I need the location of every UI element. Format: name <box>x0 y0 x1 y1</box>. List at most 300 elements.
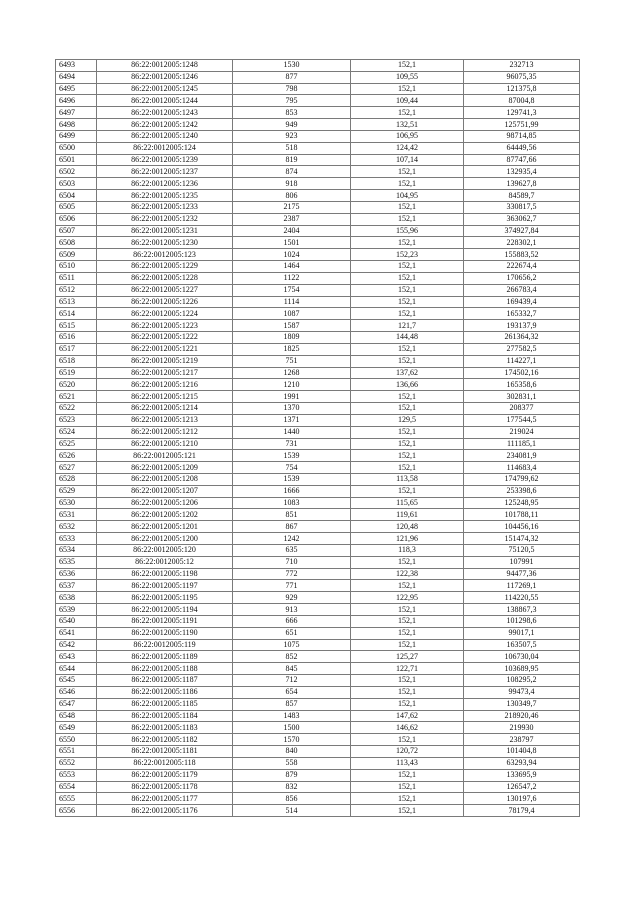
area-cell: 751 <box>233 355 351 367</box>
area-cell: 1075 <box>233 639 351 651</box>
table-row <box>56 130 580 142</box>
table-row <box>56 651 580 663</box>
rate-cell: 107,14 <box>351 154 464 166</box>
rate-cell: 118,3 <box>351 544 464 556</box>
value-cell: 98714,85 <box>464 130 580 142</box>
row-number-cell: 6523 <box>56 414 97 426</box>
rate-cell: 152,1 <box>351 343 464 355</box>
value-cell: 78179,4 <box>464 805 580 817</box>
area-cell: 845 <box>233 663 351 675</box>
row-number-cell: 6501 <box>56 154 97 166</box>
value-cell: 101404,8 <box>464 746 580 758</box>
cadastral-number-cell: 86:22:0012005:1223 <box>97 320 233 332</box>
value-cell: 64449,56 <box>464 142 580 154</box>
value-cell: 193137,9 <box>464 320 580 332</box>
value-cell: 222674,4 <box>464 261 580 273</box>
area-cell: 852 <box>233 651 351 663</box>
table-row <box>56 379 580 391</box>
area-cell: 1539 <box>233 473 351 485</box>
rate-cell: 136,66 <box>351 379 464 391</box>
cadastral-number-cell: 86:22:0012005:1243 <box>97 107 233 119</box>
area-cell: 1087 <box>233 308 351 320</box>
area-cell: 1539 <box>233 450 351 462</box>
cadastral-number-cell: 86:22:0012005:1248 <box>97 60 233 72</box>
cadastral-number-cell: 86:22:0012005:1187 <box>97 675 233 687</box>
table-row <box>56 639 580 651</box>
rate-cell: 152,1 <box>351 675 464 687</box>
table-row <box>56 213 580 225</box>
cadastral-number-cell: 86:22:0012005:1227 <box>97 284 233 296</box>
table-row <box>56 556 580 568</box>
rate-cell: 152,1 <box>351 438 464 450</box>
cadastral-number-cell: 86:22:0012005:1246 <box>97 71 233 83</box>
table-row <box>56 343 580 355</box>
row-number-cell: 6505 <box>56 201 97 213</box>
value-cell: 302831,1 <box>464 391 580 403</box>
row-number-cell: 6550 <box>56 734 97 746</box>
row-number-cell: 6520 <box>56 379 97 391</box>
rate-cell: 152,1 <box>351 639 464 651</box>
cadastral-number-cell: 86:22:0012005:1217 <box>97 367 233 379</box>
cadastral-number-cell: 86:22:0012005:1212 <box>97 426 233 438</box>
value-cell: 87004,8 <box>464 95 580 107</box>
rate-cell: 152,1 <box>351 450 464 462</box>
row-number-cell: 6506 <box>56 213 97 225</box>
rate-cell: 125,27 <box>351 651 464 663</box>
rate-cell: 152,1 <box>351 166 464 178</box>
row-number-cell: 6503 <box>56 178 97 190</box>
cadastral-number-cell: 86:22:0012005:1240 <box>97 130 233 142</box>
cadastral-number-cell: 86:22:0012005:1222 <box>97 332 233 344</box>
table-row <box>56 769 580 781</box>
area-cell: 923 <box>233 130 351 142</box>
cadastral-number-cell: 86:22:0012005:124 <box>97 142 233 154</box>
rate-cell: 132,51 <box>351 119 464 131</box>
value-cell: 99473,4 <box>464 686 580 698</box>
table-row <box>56 485 580 497</box>
table-row <box>56 83 580 95</box>
row-number-cell: 6546 <box>56 686 97 698</box>
area-cell: 1991 <box>233 391 351 403</box>
rate-cell: 152,1 <box>351 615 464 627</box>
value-cell: 121375,8 <box>464 83 580 95</box>
row-number-cell: 6538 <box>56 592 97 604</box>
value-cell: 126547,2 <box>464 781 580 793</box>
value-cell: 75120,5 <box>464 544 580 556</box>
cadastral-number-cell: 86:22:0012005:1210 <box>97 438 233 450</box>
rate-cell: 152,1 <box>351 769 464 781</box>
value-cell: 101788,11 <box>464 509 580 521</box>
table-row <box>56 320 580 332</box>
table-body <box>56 60 580 817</box>
row-number-cell: 6536 <box>56 568 97 580</box>
row-number-cell: 6515 <box>56 320 97 332</box>
rate-cell: 120,72 <box>351 746 464 758</box>
cadastral-number-cell: 86:22:0012005:120 <box>97 544 233 556</box>
rate-cell: 121,7 <box>351 320 464 332</box>
row-number-cell: 6497 <box>56 107 97 119</box>
row-number-cell: 6553 <box>56 769 97 781</box>
row-number-cell: 6493 <box>56 60 97 72</box>
rate-cell: 146,62 <box>351 722 464 734</box>
row-number-cell: 6525 <box>56 438 97 450</box>
value-cell: 132935,4 <box>464 166 580 178</box>
cadastral-number-cell: 86:22:0012005:1228 <box>97 272 233 284</box>
area-cell: 853 <box>233 107 351 119</box>
cadastral-number-cell: 86:22:0012005:1191 <box>97 615 233 627</box>
table-row <box>56 663 580 675</box>
area-cell: 731 <box>233 438 351 450</box>
cadastral-number-cell: 86:22:0012005:1221 <box>97 343 233 355</box>
rate-cell: 152,1 <box>351 686 464 698</box>
row-number-cell: 6544 <box>56 663 97 675</box>
cadastral-number-cell: 86:22:0012005:1207 <box>97 485 233 497</box>
area-cell: 918 <box>233 178 351 190</box>
value-cell: 107991 <box>464 556 580 568</box>
rate-cell: 152,1 <box>351 60 464 72</box>
value-cell: 238797 <box>464 734 580 746</box>
rate-cell: 152,1 <box>351 403 464 415</box>
cadastral-number-cell: 86:22:0012005:1245 <box>97 83 233 95</box>
cadastral-number-cell: 86:22:0012005:1201 <box>97 521 233 533</box>
table-row <box>56 237 580 249</box>
value-cell: 129741,3 <box>464 107 580 119</box>
value-cell: 130197,6 <box>464 793 580 805</box>
table-row <box>56 142 580 154</box>
rate-cell: 152,1 <box>351 734 464 746</box>
area-cell: 913 <box>233 604 351 616</box>
rate-cell: 152,1 <box>351 781 464 793</box>
table-row <box>56 284 580 296</box>
value-cell: 228302,1 <box>464 237 580 249</box>
rate-cell: 137,62 <box>351 367 464 379</box>
value-cell: 277582,5 <box>464 343 580 355</box>
rate-cell: 152,1 <box>351 178 464 190</box>
area-cell: 1464 <box>233 261 351 273</box>
cadastral-number-cell: 86:22:0012005:1189 <box>97 651 233 663</box>
rate-cell: 109,55 <box>351 71 464 83</box>
row-number-cell: 6542 <box>56 639 97 651</box>
row-number-cell: 6526 <box>56 450 97 462</box>
row-number-cell: 6554 <box>56 781 97 793</box>
area-cell: 795 <box>233 95 351 107</box>
cadastral-number-cell: 86:22:0012005:1197 <box>97 580 233 592</box>
rate-cell: 152,1 <box>351 201 464 213</box>
area-cell: 514 <box>233 805 351 817</box>
row-number-cell: 6527 <box>56 462 97 474</box>
cadastral-number-cell: 86:22:0012005:1209 <box>97 462 233 474</box>
value-cell: 114220,55 <box>464 592 580 604</box>
row-number-cell: 6494 <box>56 71 97 83</box>
value-cell: 84589,7 <box>464 190 580 202</box>
area-cell: 840 <box>233 746 351 758</box>
rate-cell: 152,1 <box>351 213 464 225</box>
area-cell: 772 <box>233 568 351 580</box>
row-number-cell: 6531 <box>56 509 97 521</box>
cadastral-number-cell: 86:22:0012005:1181 <box>97 746 233 758</box>
area-cell: 1570 <box>233 734 351 746</box>
area-cell: 832 <box>233 781 351 793</box>
cadastral-number-cell: 86:22:0012005:1230 <box>97 237 233 249</box>
rate-cell: 121,96 <box>351 533 464 545</box>
table-row <box>56 604 580 616</box>
row-number-cell: 6541 <box>56 627 97 639</box>
table-row <box>56 793 580 805</box>
row-number-cell: 6514 <box>56 308 97 320</box>
rate-cell: 152,23 <box>351 249 464 261</box>
value-cell: 174502,16 <box>464 367 580 379</box>
row-number-cell: 6510 <box>56 261 97 273</box>
value-cell: 163507,5 <box>464 639 580 651</box>
cadastral-number-cell: 86:22:0012005:1182 <box>97 734 233 746</box>
row-number-cell: 6540 <box>56 615 97 627</box>
rate-cell: 104,95 <box>351 190 464 202</box>
table-row <box>56 675 580 687</box>
value-cell: 138867,3 <box>464 604 580 616</box>
row-number-cell: 6528 <box>56 473 97 485</box>
value-cell: 94477,36 <box>464 568 580 580</box>
table-row <box>56 462 580 474</box>
row-number-cell: 6499 <box>56 130 97 142</box>
row-number-cell: 6537 <box>56 580 97 592</box>
table-row <box>56 533 580 545</box>
cadastral-number-cell: 86:22:0012005:1224 <box>97 308 233 320</box>
value-cell: 253398,6 <box>464 485 580 497</box>
rate-cell: 122,71 <box>351 663 464 675</box>
table-row <box>56 698 580 710</box>
row-number-cell: 6545 <box>56 675 97 687</box>
table-row <box>56 71 580 83</box>
rate-cell: 152,1 <box>351 805 464 817</box>
value-cell: 111185,1 <box>464 438 580 450</box>
area-cell: 929 <box>233 592 351 604</box>
area-cell: 1754 <box>233 284 351 296</box>
value-cell: 63293,94 <box>464 757 580 769</box>
table-row <box>56 568 580 580</box>
cadastral-number-cell: 86:22:0012005:1185 <box>97 698 233 710</box>
row-number-cell: 6533 <box>56 533 97 545</box>
rate-cell: 152,1 <box>351 308 464 320</box>
cadastral-number-cell: 86:22:0012005:1186 <box>97 686 233 698</box>
value-cell: 151474,32 <box>464 533 580 545</box>
rate-cell: 115,65 <box>351 497 464 509</box>
row-number-cell: 6529 <box>56 485 97 497</box>
table-row <box>56 166 580 178</box>
area-cell: 1440 <box>233 426 351 438</box>
table-row <box>56 225 580 237</box>
table-row <box>56 332 580 344</box>
rate-cell: 152,1 <box>351 284 464 296</box>
area-cell: 879 <box>233 769 351 781</box>
area-cell: 1242 <box>233 533 351 545</box>
cadastral-number-cell: 86:22:0012005:119 <box>97 639 233 651</box>
table-row <box>56 249 580 261</box>
area-cell: 857 <box>233 698 351 710</box>
cadastral-number-cell: 86:22:0012005:1202 <box>97 509 233 521</box>
cadastral-number-cell: 86:22:0012005:1239 <box>97 154 233 166</box>
row-number-cell: 6504 <box>56 190 97 202</box>
value-cell: 208377 <box>464 403 580 415</box>
area-cell: 819 <box>233 154 351 166</box>
table-row <box>56 781 580 793</box>
table-row <box>56 615 580 627</box>
table-row <box>56 154 580 166</box>
cadastral-number-cell: 86:22:0012005:1236 <box>97 178 233 190</box>
value-cell: 139627,8 <box>464 178 580 190</box>
cadastral-number-cell: 86:22:0012005:1215 <box>97 391 233 403</box>
value-cell: 101298,6 <box>464 615 580 627</box>
cadastral-number-cell: 86:22:0012005:1177 <box>97 793 233 805</box>
area-cell: 1587 <box>233 320 351 332</box>
area-cell: 1210 <box>233 379 351 391</box>
row-number-cell: 6551 <box>56 746 97 758</box>
row-number-cell: 6516 <box>56 332 97 344</box>
table-row <box>56 438 580 450</box>
area-cell: 754 <box>233 462 351 474</box>
table-row <box>56 627 580 639</box>
cadastral-number-cell: 86:22:0012005:1195 <box>97 592 233 604</box>
value-cell: 165332,7 <box>464 308 580 320</box>
area-cell: 666 <box>233 615 351 627</box>
value-cell: 125751,99 <box>464 119 580 131</box>
table-row <box>56 119 580 131</box>
row-number-cell: 6534 <box>56 544 97 556</box>
value-cell: 96075,35 <box>464 71 580 83</box>
area-cell: 1530 <box>233 60 351 72</box>
area-cell: 558 <box>233 757 351 769</box>
row-number-cell: 6530 <box>56 497 97 509</box>
rate-cell: 152,1 <box>351 237 464 249</box>
value-cell: 165358,6 <box>464 379 580 391</box>
table-row <box>56 710 580 722</box>
cadastral-number-cell: 86:22:0012005:1200 <box>97 533 233 545</box>
table-row <box>56 391 580 403</box>
table-row <box>56 746 580 758</box>
table-row <box>56 544 580 556</box>
area-cell: 1114 <box>233 296 351 308</box>
table-row <box>56 686 580 698</box>
value-cell: 106730,04 <box>464 651 580 663</box>
cadastral-number-cell: 86:22:0012005:1208 <box>97 473 233 485</box>
row-number-cell: 6552 <box>56 757 97 769</box>
value-cell: 261364,32 <box>464 332 580 344</box>
rate-cell: 152,1 <box>351 355 464 367</box>
rate-cell: 152,1 <box>351 698 464 710</box>
cadastral-number-cell: 86:22:0012005:1231 <box>97 225 233 237</box>
rate-cell: 152,1 <box>351 793 464 805</box>
row-number-cell: 6543 <box>56 651 97 663</box>
value-cell: 174799,62 <box>464 473 580 485</box>
table-row <box>56 178 580 190</box>
rate-cell: 152,1 <box>351 485 464 497</box>
value-cell: 108295,2 <box>464 675 580 687</box>
rate-cell: 120,48 <box>351 521 464 533</box>
rate-cell: 152,1 <box>351 272 464 284</box>
area-cell: 771 <box>233 580 351 592</box>
rate-cell: 122,95 <box>351 592 464 604</box>
value-cell: 266783,4 <box>464 284 580 296</box>
cadastral-number-cell: 86:22:0012005:1183 <box>97 722 233 734</box>
table-row <box>56 450 580 462</box>
cadastral-number-cell: 86:22:0012005:1190 <box>97 627 233 639</box>
cadastral-number-cell: 86:22:0012005:118 <box>97 757 233 769</box>
row-number-cell: 6555 <box>56 793 97 805</box>
table-row <box>56 272 580 284</box>
row-number-cell: 6511 <box>56 272 97 284</box>
cadastral-number-cell: 86:22:0012005:1188 <box>97 663 233 675</box>
value-cell: 218920,46 <box>464 710 580 722</box>
value-cell: 234081,9 <box>464 450 580 462</box>
area-cell: 1024 <box>233 249 351 261</box>
table-row <box>56 201 580 213</box>
value-cell: 169439,4 <box>464 296 580 308</box>
area-cell: 867 <box>233 521 351 533</box>
value-cell: 363062,7 <box>464 213 580 225</box>
table-row <box>56 95 580 107</box>
row-number-cell: 6507 <box>56 225 97 237</box>
area-cell: 1268 <box>233 367 351 379</box>
row-number-cell: 6500 <box>56 142 97 154</box>
value-cell: 99017,1 <box>464 627 580 639</box>
row-number-cell: 6535 <box>56 556 97 568</box>
area-cell: 1370 <box>233 403 351 415</box>
row-number-cell: 6513 <box>56 296 97 308</box>
rate-cell: 152,1 <box>351 391 464 403</box>
cadastral-number-cell: 86:22:0012005:1232 <box>97 213 233 225</box>
table-row <box>56 190 580 202</box>
cadastral-number-cell: 86:22:0012005:1214 <box>97 403 233 415</box>
area-cell: 2175 <box>233 201 351 213</box>
rate-cell: 113,58 <box>351 473 464 485</box>
area-cell: 806 <box>233 190 351 202</box>
cadastral-number-cell: 86:22:0012005:1237 <box>97 166 233 178</box>
table-row <box>56 367 580 379</box>
row-number-cell: 6547 <box>56 698 97 710</box>
cadastral-number-cell: 86:22:0012005:1233 <box>97 201 233 213</box>
table-row <box>56 521 580 533</box>
area-cell: 851 <box>233 509 351 521</box>
row-number-cell: 6512 <box>56 284 97 296</box>
cadastral-number-cell: 86:22:0012005:12 <box>97 556 233 568</box>
table-row <box>56 403 580 415</box>
row-number-cell: 6556 <box>56 805 97 817</box>
row-number-cell: 6495 <box>56 83 97 95</box>
rate-cell: 106,95 <box>351 130 464 142</box>
row-number-cell: 6509 <box>56 249 97 261</box>
row-number-cell: 6532 <box>56 521 97 533</box>
area-cell: 2387 <box>233 213 351 225</box>
table-row <box>56 734 580 746</box>
value-cell: 104456,16 <box>464 521 580 533</box>
row-number-cell: 6521 <box>56 391 97 403</box>
cadastral-number-cell: 86:22:0012005:1179 <box>97 769 233 781</box>
table-row <box>56 592 580 604</box>
row-number-cell: 6508 <box>56 237 97 249</box>
value-cell: 117269,1 <box>464 580 580 592</box>
cadastral-number-cell: 86:22:0012005:1178 <box>97 781 233 793</box>
table-row <box>56 308 580 320</box>
cadastral-number-cell: 86:22:0012005:1206 <box>97 497 233 509</box>
rate-cell: 144,48 <box>351 332 464 344</box>
area-cell: 1825 <box>233 343 351 355</box>
cadastral-number-cell: 86:22:0012005:1184 <box>97 710 233 722</box>
cadastral-number-cell: 86:22:0012005:123 <box>97 249 233 261</box>
table-row <box>56 60 580 72</box>
rate-cell: 155,96 <box>351 225 464 237</box>
table-row <box>56 107 580 119</box>
cadastral-number-cell: 86:22:0012005:1194 <box>97 604 233 616</box>
area-cell: 518 <box>233 142 351 154</box>
